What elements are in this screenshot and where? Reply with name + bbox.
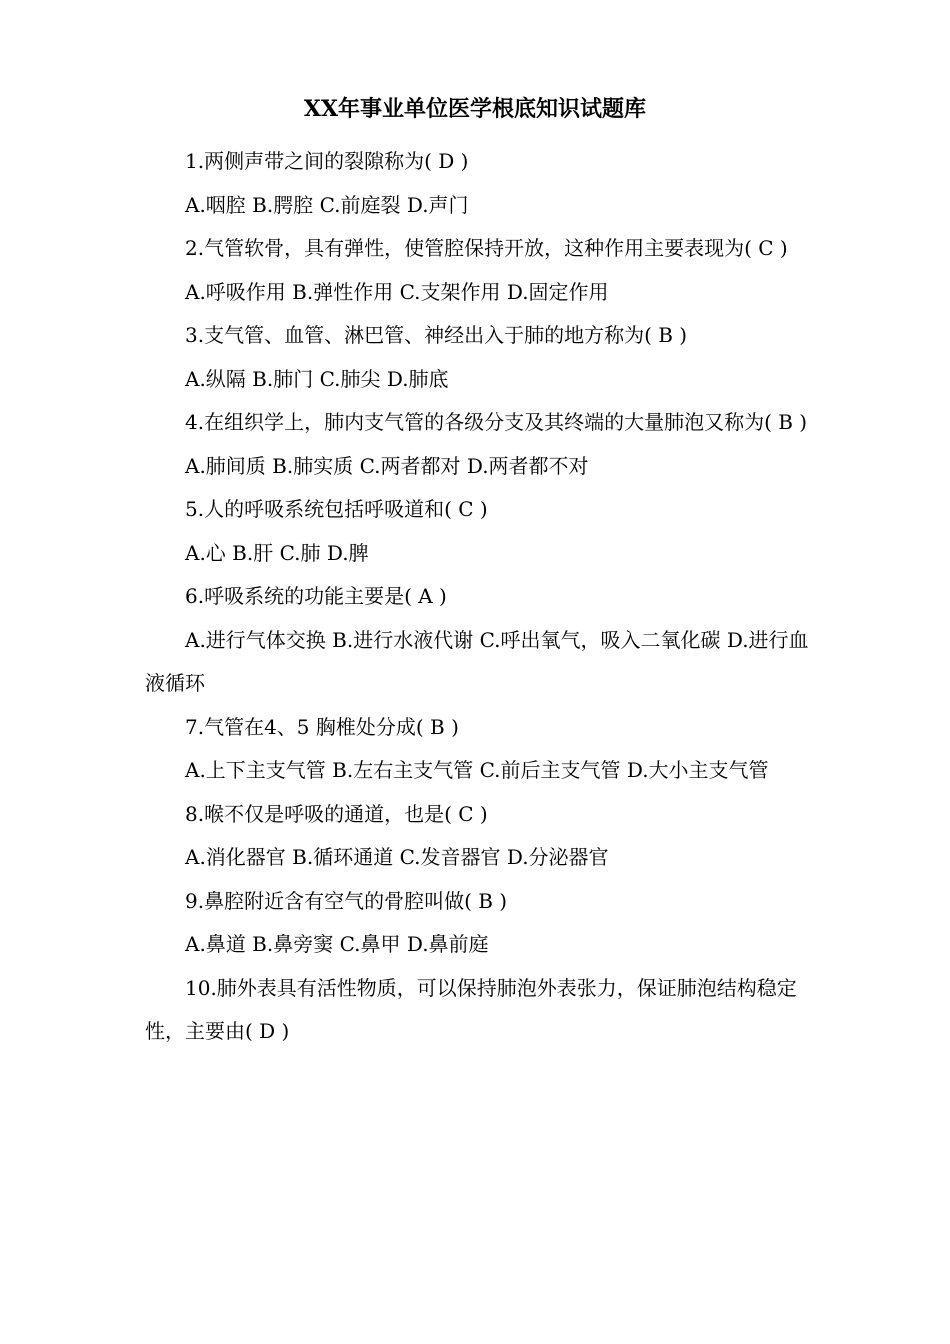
question-4: 4.在组织学上，肺内支气管的各级分支及其终端的大量肺泡又称为( B ) [185,410,808,434]
question-9-options: A.鼻道 B.鼻旁窦 C.鼻甲 D.鼻前庭 [185,932,489,956]
question-1-options: A.咽腔 B.腭腔 C.前庭裂 D.声门 [185,192,469,217]
question-7: 7.气管在4、5 胸椎处分成( B ) [185,714,459,739]
question-3-options: A.纵隔 B.肺门 C.肺尖 D.肺底 [185,366,449,391]
question-8-options: A.消化器官 B.循环通道 C.发音器官 D.分泌器官 [185,845,609,869]
question-8: 8.喉不仅是呼吸的通道，也是( C ) [185,801,488,826]
question-6: 6.呼吸系统的功能主要是( A ) [185,584,447,608]
question-1: 1.两侧声带之间的裂隙称为( D ) [185,149,469,173]
question-9: 9.鼻腔附近含有空气的骨腔叫做( B ) [185,888,508,913]
question-2: 2.气管软骨，具有弹性，使管腔保持开放，这种作用主要表现为( C ) [185,236,788,260]
question-5: 5.人的呼吸系统包括呼吸道和( C ) [185,497,488,521]
question-6-options: A.进行气体交换 B.进行水液代谢 C.呼出氧气，吸入二氧化碳 D.进行血液循环 [145,627,809,695]
document-title: XX年事业单位医学根底知识试题库 [303,96,647,122]
question-3: 3.支气管、血管、淋巴管、神经出入于肺的地方称为( B ) [185,323,688,347]
question-10: 10.肺外表具有活性物质，可以保持肺泡外表张力，保证肺泡结构稳定性，主要由( D ) [145,975,797,1043]
question-5-options: A.心 B.肝 C.肺 D.脾 [185,540,369,565]
document-body [145,140,810,1054]
question-2-options: A.呼吸作用 B.弹性作用 C.支架作用 D.固定作用 [185,279,609,304]
question-4-options: A.肺间质 B.肺实质 C.两者都对 D.两者都不对 [185,453,589,478]
question-7-options: A.上下主支气管 B.左右主支气管 C.前后主支气管 D.大小主支气管 [185,758,769,782]
